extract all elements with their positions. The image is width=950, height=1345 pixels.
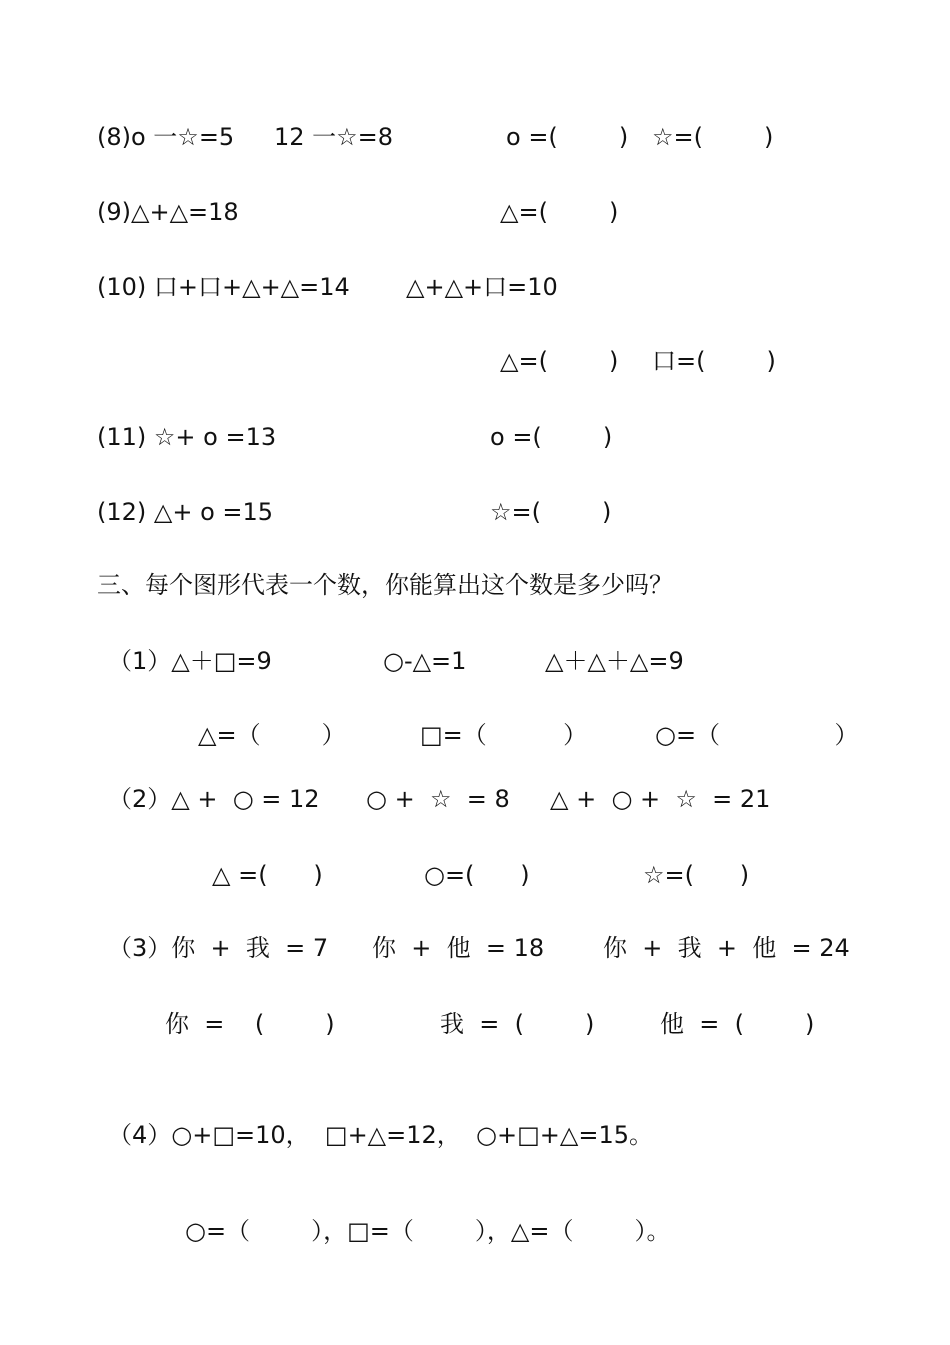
p3-eq2: 你 + 他 = 18: [372, 934, 545, 962]
p4-answers: ○=（ ），□=（ ），△=（ ）。: [185, 1217, 671, 1245]
q8-eq2: 12 一☆=8: [274, 123, 394, 151]
p2-eq2: ○ + ☆ = 8: [366, 785, 510, 813]
q8-answer-star: ☆=( ): [652, 123, 774, 151]
p2-answer-triangle: △ =( ): [212, 861, 323, 889]
p1-answer-square: □=（ ）: [420, 721, 588, 749]
p2-answer-star: ☆=( ): [643, 861, 750, 889]
q9-eq: (9)△+△=18: [97, 198, 239, 226]
q12-answer: ☆=( ): [490, 498, 612, 526]
p3-answer-you: 你 = ( ): [165, 1010, 335, 1038]
p1-answer-triangle: △=（ ）: [198, 721, 346, 749]
q10-eq2: △+△+口=10: [406, 273, 558, 301]
q9-answer: △=( ): [500, 198, 619, 226]
p1-eq2: ○-△=1: [383, 647, 467, 675]
p3-eq1: （3）你 + 我 = 7: [108, 934, 329, 962]
p2-answer-circle: ○=( ): [424, 861, 530, 889]
q8-answer-circle: o =( ): [506, 123, 629, 151]
q12-eq: (12) △+ o =15: [97, 498, 274, 526]
p1-eq1: （1）△＋□=9: [108, 647, 272, 675]
q11-eq: (11) ☆+ o =13: [97, 423, 277, 451]
p3-eq3: 你 + 我 + 他 = 24: [603, 934, 850, 962]
section-3-heading: 三、每个图形代表一个数，你能算出这个数是多少吗？: [97, 571, 673, 599]
p2-eq1: （2）△ + ○ = 12: [108, 785, 320, 813]
q8-eq1: (8)o 一☆=5: [97, 123, 235, 151]
q11-answer: o =( ): [490, 423, 613, 451]
p1-answer-circle: ○=（ ）: [655, 721, 859, 749]
p2-eq3: △ + ○ + ☆ = 21: [550, 785, 771, 813]
p1-eq3: △＋△＋△=9: [545, 647, 684, 675]
p3-answer-me: 我 = ( ): [440, 1010, 595, 1038]
q10-answer-triangle: △=( ): [500, 347, 619, 375]
q10-eq1: (10) 口+口+△+△=14: [97, 273, 350, 301]
p3-answer-him: 他 = ( ): [660, 1010, 815, 1038]
q10-answer-square: 口=( ): [652, 347, 776, 375]
p4-equations: （4）○+□=10， □+△=12， ○+□+△=15。: [108, 1121, 653, 1149]
